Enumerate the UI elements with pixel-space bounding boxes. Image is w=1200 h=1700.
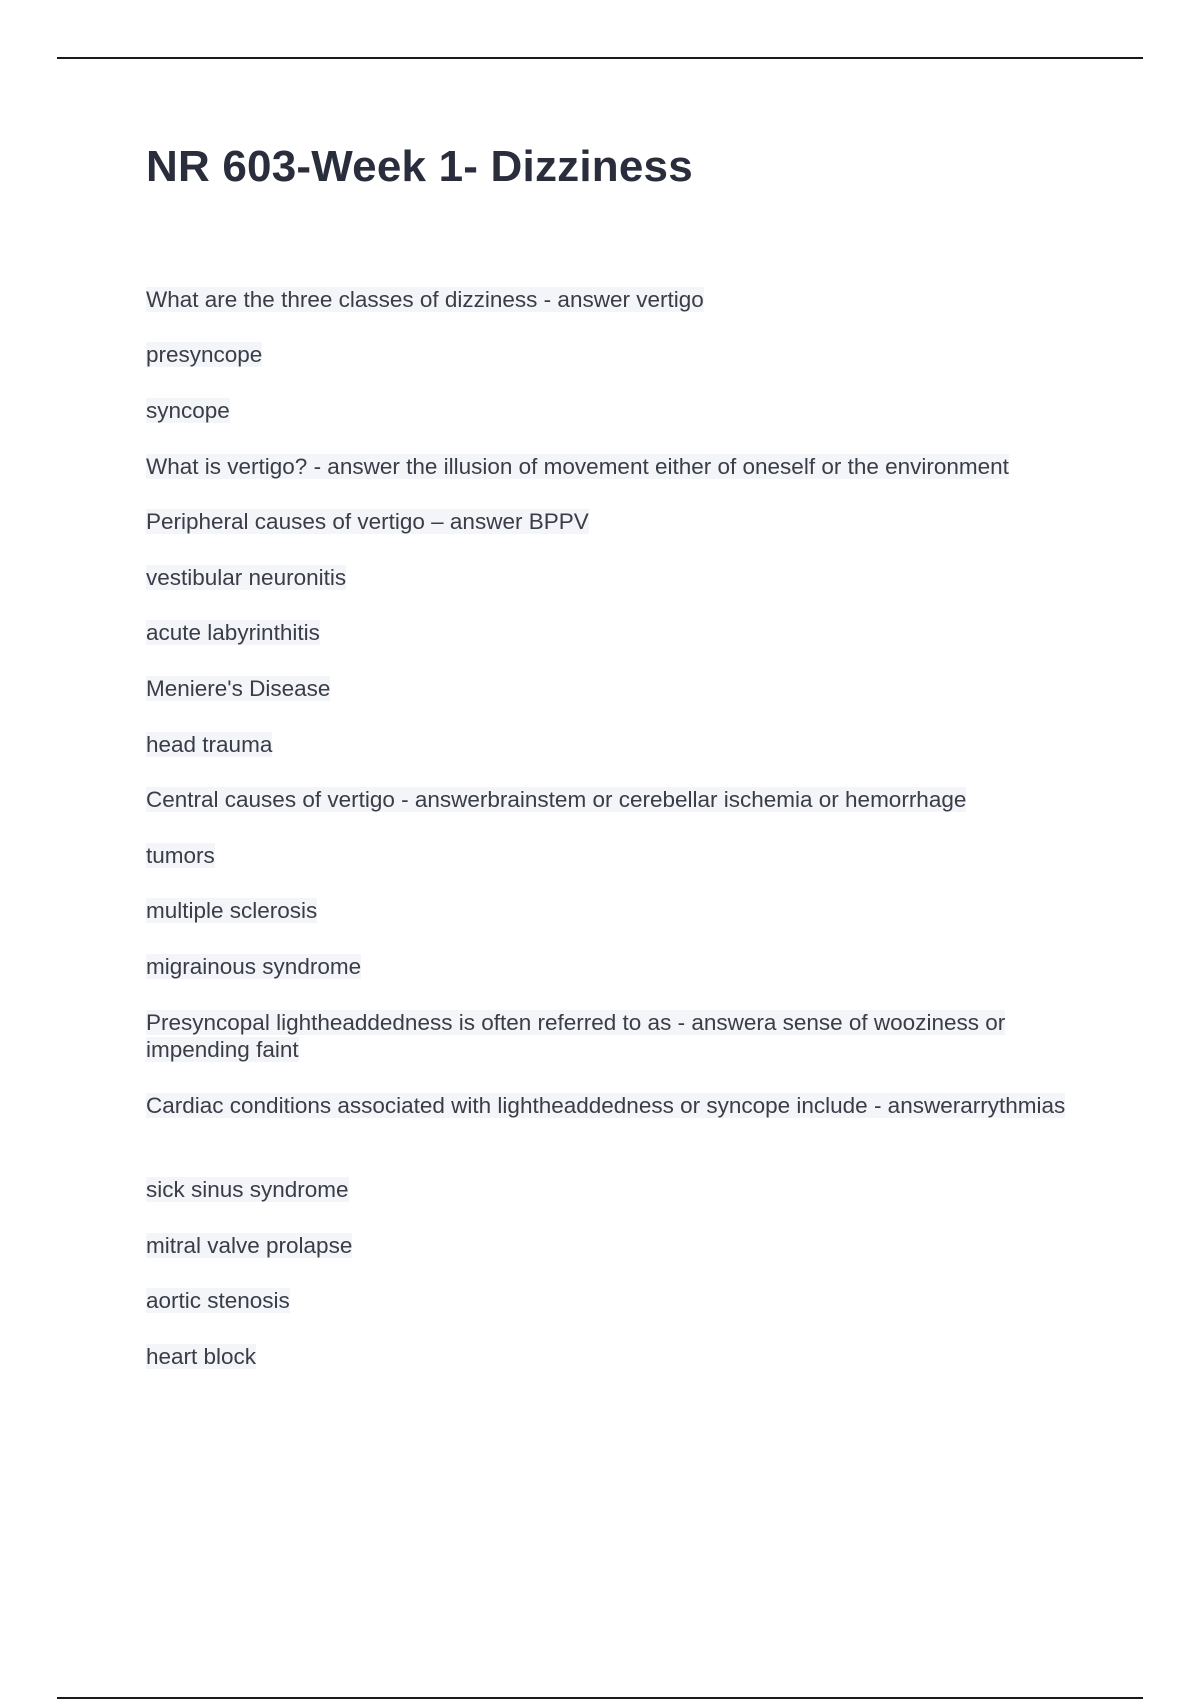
list-item: Cardiac conditions associated with lightheaddedness or syncope include - answerarrythmias xyxy=(146,1093,1066,1118)
list-item: What is vertigo? - answer the illusion of movement either of oneself or the environment xyxy=(146,454,1009,479)
list-item: syncope xyxy=(146,398,230,423)
list-item: Central causes of vertigo - answerbrainstem or cerebellar ischemia or hemorrhage xyxy=(146,787,967,812)
list-item: mitral valve prolapse xyxy=(146,1233,353,1258)
list-item: heart block xyxy=(146,1344,257,1369)
list-item: sick sinus syndrome xyxy=(146,1177,349,1202)
list-item: migrainous syndrome xyxy=(146,954,362,979)
bottom-rule xyxy=(57,1697,1143,1699)
list-item: Presyncopal lightheaddedness is often referred to as - answera sense of wooziness or impending faint xyxy=(146,1010,1006,1062)
list-item: Meniere's Disease xyxy=(146,676,331,701)
page-title: NR 603-Week 1- Dizziness xyxy=(146,142,693,191)
list-item: tumors xyxy=(146,843,215,868)
list-item: What are the three classes of dizziness - answer vertigo xyxy=(146,287,704,312)
list-item: multiple sclerosis xyxy=(146,898,318,923)
list-item: head trauma xyxy=(146,732,273,757)
list-item: vestibular neuronitis xyxy=(146,565,347,590)
list-item: presyncope xyxy=(146,342,263,367)
list-item: acute labyrinthitis xyxy=(146,620,320,645)
list-item: aortic stenosis xyxy=(146,1288,290,1313)
top-rule xyxy=(57,57,1143,59)
list-item: Peripheral causes of vertigo – answer BPPV xyxy=(146,509,589,534)
